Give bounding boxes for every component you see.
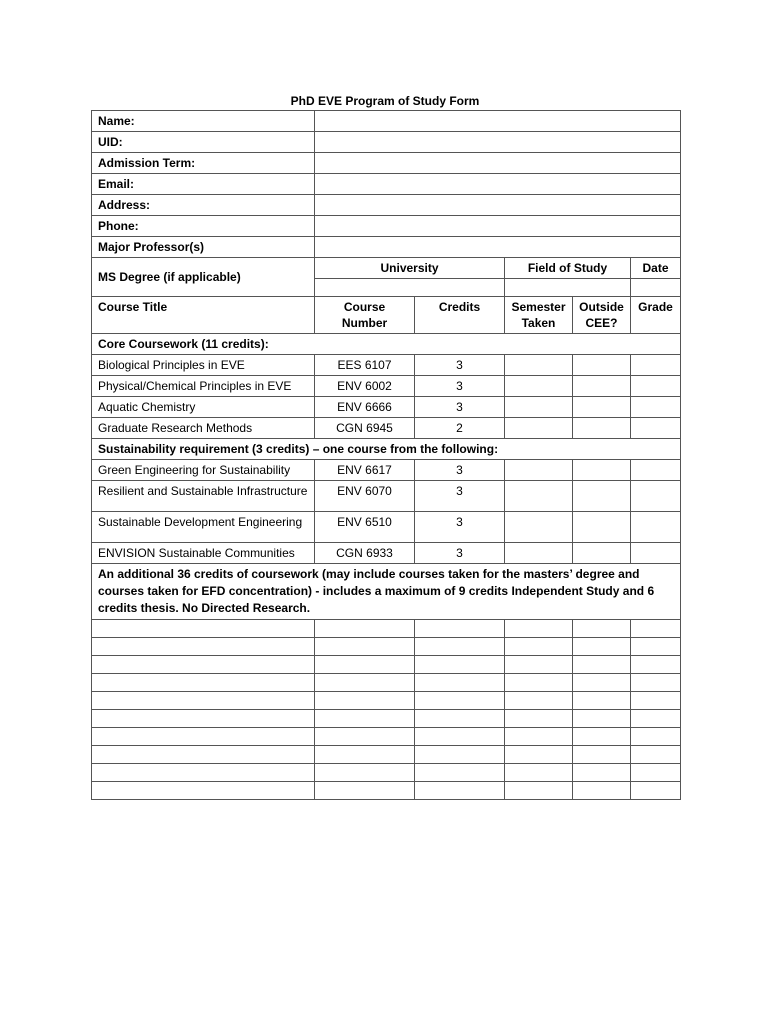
email-field[interactable]: [315, 174, 681, 195]
info-row-address: [92, 195, 681, 216]
blank-course-row: [92, 620, 681, 638]
course-number: ENV 6070: [315, 481, 415, 512]
course-number-field[interactable]: [315, 674, 415, 692]
outside-cee-field[interactable]: [573, 782, 631, 800]
outside-cee-field[interactable]: [573, 764, 631, 782]
course-number: ENV 6666: [315, 397, 415, 418]
course-title: Sustainable Development Engineering: [92, 512, 315, 543]
semester-field[interactable]: [505, 418, 573, 439]
info-label: Admission Term:: [92, 153, 315, 174]
credits-field[interactable]: [415, 746, 505, 764]
table-row: [92, 376, 681, 397]
info-label: Name:: [92, 111, 315, 132]
outside-cee-field[interactable]: [573, 512, 631, 543]
course-title-field[interactable]: [92, 620, 315, 638]
course-title-field[interactable]: [92, 692, 315, 710]
table-row: [92, 512, 681, 543]
outside-cee-field[interactable]: [573, 710, 631, 728]
outside-cee-field[interactable]: [573, 418, 631, 439]
date-field[interactable]: [631, 279, 681, 297]
credits-field[interactable]: [415, 620, 505, 638]
credits-field[interactable]: [415, 638, 505, 656]
field-of-study-field[interactable]: [505, 279, 631, 297]
outside-cee-field[interactable]: [573, 460, 631, 481]
outside-cee-field[interactable]: [573, 674, 631, 692]
info-row-major-professor: [92, 237, 681, 258]
course-title: Biological Principles in EVE: [92, 355, 315, 376]
grade-field[interactable]: [631, 481, 681, 512]
course-number: ENV 6510: [315, 512, 415, 543]
grade-field[interactable]: [631, 710, 681, 728]
course-number-field[interactable]: [315, 728, 415, 746]
grade-field[interactable]: [631, 620, 681, 638]
course-title-field[interactable]: [92, 728, 315, 746]
grade-field[interactable]: [631, 782, 681, 800]
university-header: University: [315, 258, 505, 279]
semester-field[interactable]: [505, 355, 573, 376]
grade-field[interactable]: [631, 543, 681, 564]
semester-taken-header: Semester Taken: [505, 297, 573, 334]
info-row-name: [92, 111, 681, 132]
grade-field[interactable]: [631, 746, 681, 764]
university-field[interactable]: [315, 279, 505, 297]
outside-cee-field[interactable]: [573, 543, 631, 564]
course-number: EES 6107: [315, 355, 415, 376]
info-row-phone: [92, 216, 681, 237]
credits-field[interactable]: [415, 728, 505, 746]
blank-course-row: [92, 728, 681, 746]
table-row: [92, 418, 681, 439]
blank-course-row: [92, 692, 681, 710]
semester-field[interactable]: [505, 512, 573, 543]
table-row: [92, 481, 681, 512]
course-credits: 3: [415, 376, 505, 397]
course-number-field[interactable]: [315, 692, 415, 710]
additional-note-row: [92, 564, 681, 620]
program-of-study-table: [91, 110, 681, 800]
address-field[interactable]: [315, 195, 681, 216]
table-row: [92, 460, 681, 481]
uid-field[interactable]: [315, 132, 681, 153]
course-number-field[interactable]: [315, 656, 415, 674]
course-credits: 3: [415, 460, 505, 481]
credits-field[interactable]: [415, 656, 505, 674]
blank-course-row: [92, 674, 681, 692]
course-credits: 3: [415, 397, 505, 418]
additional-coursework-note: An additional 36 credits of coursework (may include courses taken for the masters’ degree and courses taken for EFD concentration) - includes a maximum of 9 credits Independent Study and 6 credits thesis. No Directed Research.: [92, 564, 681, 620]
course-title-header: Course Title: [92, 297, 315, 334]
sustainability-heading: Sustainability requirement (3 credits) – one course from the following:: [92, 439, 681, 460]
field-of-study-header: Field of Study: [505, 258, 631, 279]
course-number-header: Course Number: [315, 297, 415, 334]
course-title: Aquatic Chemistry: [92, 397, 315, 418]
credits-header: Credits: [415, 297, 505, 334]
outside-cee-field[interactable]: [573, 746, 631, 764]
course-number-field[interactable]: [315, 620, 415, 638]
info-row-admission-term: [92, 153, 681, 174]
grade-field[interactable]: [631, 418, 681, 439]
outside-cee-field[interactable]: [573, 728, 631, 746]
grade-field[interactable]: [631, 376, 681, 397]
date-header: Date: [631, 258, 681, 279]
credits-field[interactable]: [415, 764, 505, 782]
credits-field[interactable]: [415, 782, 505, 800]
course-credits: 3: [415, 512, 505, 543]
core-heading: Core Coursework (11 credits):: [92, 334, 681, 355]
course-credits: 3: [415, 481, 505, 512]
blank-course-row: [92, 710, 681, 728]
outside-cee-field[interactable]: [573, 692, 631, 710]
course-credits: 2: [415, 418, 505, 439]
course-header-row: [92, 297, 681, 334]
course-title: Green Engineering for Sustainability: [92, 460, 315, 481]
info-label: UID:: [92, 132, 315, 153]
semester-field[interactable]: [505, 460, 573, 481]
core-heading-row: [92, 334, 681, 355]
outside-cee-field[interactable]: [573, 481, 631, 512]
course-title: ENVISION Sustainable Communities: [92, 543, 315, 564]
credits-field[interactable]: [415, 674, 505, 692]
info-label: Address:: [92, 195, 315, 216]
course-number: CGN 6933: [315, 543, 415, 564]
outside-cee-field[interactable]: [573, 397, 631, 418]
course-number: CGN 6945: [315, 418, 415, 439]
blank-course-row: [92, 782, 681, 800]
info-row-email: [92, 174, 681, 195]
course-number: ENV 6617: [315, 460, 415, 481]
grade-field[interactable]: [631, 512, 681, 543]
outside-cee-field[interactable]: [573, 638, 631, 656]
grade-field[interactable]: [631, 728, 681, 746]
course-title-field[interactable]: [92, 638, 315, 656]
semester-field[interactable]: [505, 638, 573, 656]
info-label: Phone:: [92, 216, 315, 237]
info-label: Major Professor(s): [92, 237, 315, 258]
semester-field[interactable]: [505, 674, 573, 692]
blank-course-row: [92, 746, 681, 764]
course-title-field[interactable]: [92, 764, 315, 782]
semester-field[interactable]: [505, 782, 573, 800]
form-title: PhD EVE Program of Study Form: [290, 94, 480, 108]
grade-field[interactable]: [631, 764, 681, 782]
outside-cee-field[interactable]: [573, 376, 631, 397]
name-field[interactable]: [315, 111, 681, 132]
grade-field[interactable]: [631, 656, 681, 674]
course-title-field[interactable]: [92, 674, 315, 692]
course-number-field[interactable]: [315, 782, 415, 800]
sustainability-heading-row: [92, 439, 681, 460]
course-title: Physical/Chemical Principles in EVE: [92, 376, 315, 397]
blank-course-row: [92, 638, 681, 656]
semester-field[interactable]: [505, 764, 573, 782]
semester-field[interactable]: [505, 656, 573, 674]
grade-field[interactable]: [631, 638, 681, 656]
credits-field[interactable]: [415, 692, 505, 710]
outside-cee-field[interactable]: [573, 620, 631, 638]
ms-degree-label: MS Degree (if applicable): [92, 258, 315, 297]
admission-term-field[interactable]: [315, 153, 681, 174]
semester-field[interactable]: [505, 620, 573, 638]
course-title: Resilient and Sustainable Infrastructure: [92, 481, 315, 512]
course-title: Graduate Research Methods: [92, 418, 315, 439]
course-number-field[interactable]: [315, 746, 415, 764]
grade-field[interactable]: [631, 397, 681, 418]
phone-field[interactable]: [315, 216, 681, 237]
outside-cee-field[interactable]: [573, 355, 631, 376]
info-label: Email:: [92, 174, 315, 195]
course-title-field[interactable]: [92, 710, 315, 728]
table-row: [92, 543, 681, 564]
semester-field[interactable]: [505, 746, 573, 764]
blank-course-row: [92, 656, 681, 674]
table-row: [92, 355, 681, 376]
semester-field[interactable]: [505, 481, 573, 512]
course-credits: 3: [415, 355, 505, 376]
semester-field[interactable]: [505, 692, 573, 710]
course-title-field[interactable]: [92, 656, 315, 674]
semester-field[interactable]: [505, 710, 573, 728]
outside-cee-header: Outside CEE?: [573, 297, 631, 334]
blank-course-row: [92, 764, 681, 782]
grade-field[interactable]: [631, 460, 681, 481]
course-title-field[interactable]: [92, 746, 315, 764]
semester-field[interactable]: [505, 397, 573, 418]
course-title-field[interactable]: [92, 782, 315, 800]
grade-header: Grade: [631, 297, 681, 334]
table-row: [92, 397, 681, 418]
course-number: ENV 6002: [315, 376, 415, 397]
major-professor-field[interactable]: [315, 237, 681, 258]
course-number-field[interactable]: [315, 764, 415, 782]
course-number-field[interactable]: [315, 710, 415, 728]
ms-degree-header-row: [92, 258, 681, 279]
semester-field[interactable]: [505, 728, 573, 746]
outside-cee-field[interactable]: [573, 656, 631, 674]
credits-field[interactable]: [415, 710, 505, 728]
grade-field[interactable]: [631, 674, 681, 692]
course-number-field[interactable]: [315, 638, 415, 656]
course-credits: 3: [415, 543, 505, 564]
semester-field[interactable]: [505, 543, 573, 564]
info-row-uid: [92, 132, 681, 153]
grade-field[interactable]: [631, 692, 681, 710]
grade-field[interactable]: [631, 355, 681, 376]
semester-field[interactable]: [505, 376, 573, 397]
